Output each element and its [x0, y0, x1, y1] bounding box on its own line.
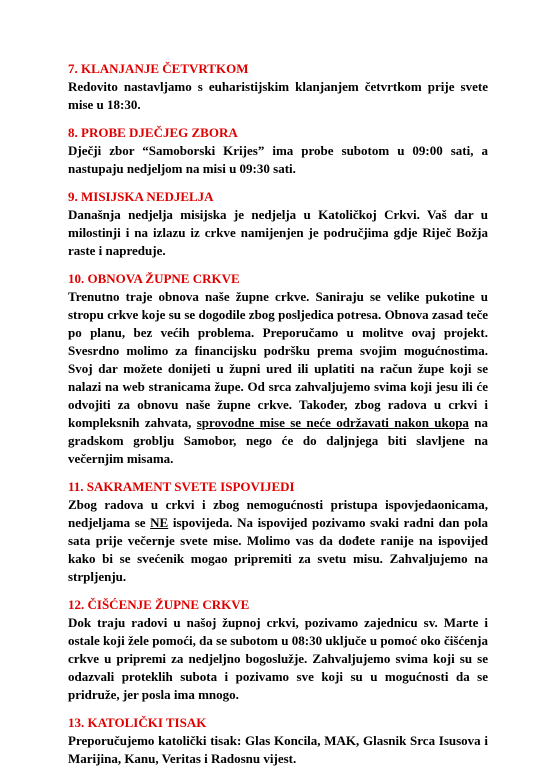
underlined-text-run: sprovodne mise se neće održavati nakon ukopa	[196, 415, 469, 430]
section-heading: 9. MISIJSKA NEDJELJA	[68, 189, 214, 204]
bulletin-page	[68, 60, 488, 778]
section-heading: 8. PROBE DJEČJEG ZBORA	[68, 125, 238, 140]
section-text	[68, 206, 488, 260]
text-run: Današnja nedjelja misijska je nedjelja u Katoličkoj Crkvi. Vaš dar u milostinji i na izlazu iz crkve namijenjen je područjima gdje Riječ Božja raste i napreduje.	[68, 207, 488, 258]
section-text	[68, 496, 488, 586]
text-run: na gradskom groblju Samobor, nego će do daljnjega biti slavljene na večernjim misama.	[68, 415, 488, 466]
section-text	[68, 78, 488, 114]
section-obnova-crkve	[68, 270, 488, 468]
underlined-text-run: NE	[150, 515, 169, 530]
section-text	[68, 614, 488, 704]
text-run: Dječji zbor “Samoborski Krijes” ima probe subotom u 09:00 sati, a nastupaju nedjeljom na misi u 09:30 sati.	[68, 143, 488, 176]
text-run: Zbog radova u crkvi i zbog nemogućnosti pristupa ispovjedaonicama, nedjeljama se	[68, 497, 488, 530]
section-heading: 12. ČIŠĆENJE ŽUPNE CRKVE	[68, 597, 250, 612]
text-run: Dok traju radovi u našoj župnoj crkvi, pozivamo zajednicu sv. Marte i ostale koji žele pomoći, da se subotom u 08:30 uključe u pomoć oko čišćenja crkve u pripremi za nedjeljno bogoslužje. Zahvaljujemo svima koji su se odazvali proteklih subota i pozivamo sve koji su u mogućnosti da se pridruže, jer posla ima mnogo.	[68, 615, 488, 702]
section-klanjanje	[68, 60, 488, 114]
section-text	[68, 732, 488, 768]
section-heading: 7. KLANJANJE ČETVRTKOM	[68, 61, 249, 76]
section-heading: 11. SAKRAMENT SVETE ISPOVIJEDI	[68, 479, 295, 494]
section-probe-zbora	[68, 124, 488, 178]
section-ciscenje-crkve	[68, 596, 488, 704]
section-heading: 13. KATOLIČKI TISAK	[68, 715, 207, 730]
section-katolicki-tisak	[68, 714, 488, 768]
text-run: Redovito nastavljamo s euharistijskim klanjanjem četvrtkom prije svete mise u 18:30.	[68, 79, 488, 112]
section-text	[68, 288, 488, 468]
text-run: ispovijeda. Na ispovijed pozivamo svaki radni dan pola sata prije večernje svete mise. Molimo vas da dođete ranije na ispovijed kako bi se svećenik mogao pripremiti za svetu misu. Zahvaljujemo na strpljenju.	[68, 515, 488, 584]
text-run: Trenutno traje obnova naše župne crkve. Saniraju se velike pukotine u stropu crkve koje su se dogodile zbog posljedica potresa. Obnova zasad teče po planu, bez većih problema. Preporučamo u molitve ovaj projekt. Svesrdno molimo za financijsku podršku prema svojim mogućnostima. Svoj dar možete donijeti u župni ured ili uplatiti na račun župe koji se nalazi na web stranicama župe. Od srca zahvaljujemo svima koji jesu ili će odvojiti za obnovu naše župne crkve. Također, zbog radova u crkvi i kompleksnih zahvata,	[68, 289, 488, 430]
section-ispovijed	[68, 478, 488, 586]
section-misijska-nedjelja	[68, 188, 488, 260]
text-run: Preporučujemo katolički tisak: Glas Koncila, MAK, Glasnik Srca Isusova i Marijina, Kanu, Veritas i Radosnu vijest.	[68, 733, 488, 766]
section-text	[68, 142, 488, 178]
section-heading: 10. OBNOVA ŽUPNE CRKVE	[68, 271, 240, 286]
